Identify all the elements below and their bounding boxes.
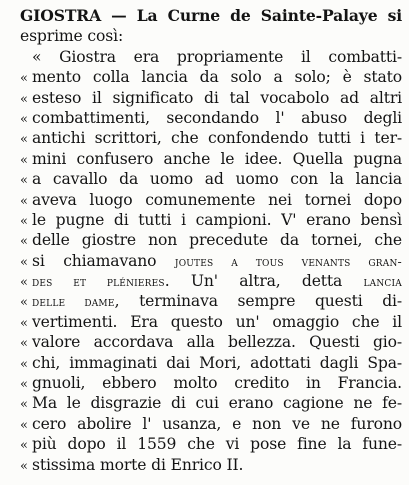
text-line — [20, 6, 402, 26]
text-line: « si chiamavano joutes a tous venants gran- — [20, 251, 402, 271]
text-line: « delle giostre non precedute da tornei, che — [20, 230, 402, 250]
quote-mark: « — [20, 336, 28, 352]
article-text — [20, 6, 402, 475]
quote-mark: « — [20, 397, 28, 413]
quote-mark: « — [20, 356, 28, 372]
text-line: « mini confusero anche le idee. Quella pugna — [20, 149, 402, 169]
quote-mark: « — [20, 213, 28, 229]
quote-mark: « — [20, 91, 28, 107]
text-line: « esteso il significato di tal vocabolo ad altri — [20, 88, 402, 108]
text-line: esprime così: — [20, 27, 124, 46]
text-line: « gnuoli, ebbero molto credito in Francia. — [20, 373, 402, 393]
headword-source: — La Curne de Sainte-Palaye si — [101, 6, 402, 25]
quote-mark: « — [20, 438, 28, 454]
text-line: « Ma le disgrazie di cui erano cagione ne fe- — [20, 393, 402, 413]
quote-mark: « — [20, 295, 28, 311]
quote-mark: « — [20, 234, 28, 250]
text-line: « chi, immaginati dai Mori, adottati dagli Spa- — [20, 353, 402, 373]
text-line: « vertimenti. Era questo un' omaggio che il — [20, 312, 402, 332]
text-line: « aveva luogo comunemente nei tornei dopo — [20, 190, 402, 210]
quote-mark: « — [20, 132, 28, 148]
text-line: « stissima morte di Enrico II. — [20, 455, 402, 475]
small-caps-phrase: delle dame — [32, 294, 115, 310]
quote-mark: « — [20, 193, 28, 209]
quote-mark: « — [20, 152, 28, 168]
text-line: « combattimenti, secondando l' abuso degli — [20, 108, 402, 128]
quote-mark: « — [20, 173, 28, 189]
text-line: « Giostra era propriamente il combatti- — [32, 47, 402, 66]
quote-mark: « — [20, 71, 28, 87]
text-line: « più dopo il 1559 che vi pose fine la fune- — [20, 434, 402, 454]
text-line: « mento colla lancia da solo a solo; è stato — [20, 67, 402, 87]
small-caps-phrase: lancia — [363, 274, 402, 290]
quote-mark: « — [20, 254, 28, 270]
quote-mark: « — [20, 111, 28, 127]
text-line: « valore accordava alla bellezza. Questi gio- — [20, 332, 402, 352]
quote-mark: « — [20, 315, 28, 331]
text-line: « antichi scrittori, che confondendo tutti i ter- — [20, 128, 402, 148]
small-caps-phrase: des et plénieres — [32, 274, 165, 290]
quote-mark: « — [20, 275, 28, 291]
text-line: « le pugne di tutti i campioni. V' erano bensì — [20, 210, 402, 230]
quote-mark: « — [20, 377, 28, 393]
headword: GIOSTRA — [20, 6, 102, 25]
small-caps-phrase: joutes a tous venants gran- — [174, 253, 402, 269]
quote-mark: « — [20, 417, 28, 433]
text-line: « delle dame, terminava sempre questi di- — [20, 291, 402, 311]
quote-mark: « — [20, 458, 28, 474]
text-line: « des et plénieres. Un' altra, detta lancia — [20, 271, 402, 291]
text-line: « cero abolire l' usanza, e non ve ne furono — [20, 414, 402, 434]
text-line: « a cavallo da uomo ad uomo con la lancia — [20, 169, 402, 189]
